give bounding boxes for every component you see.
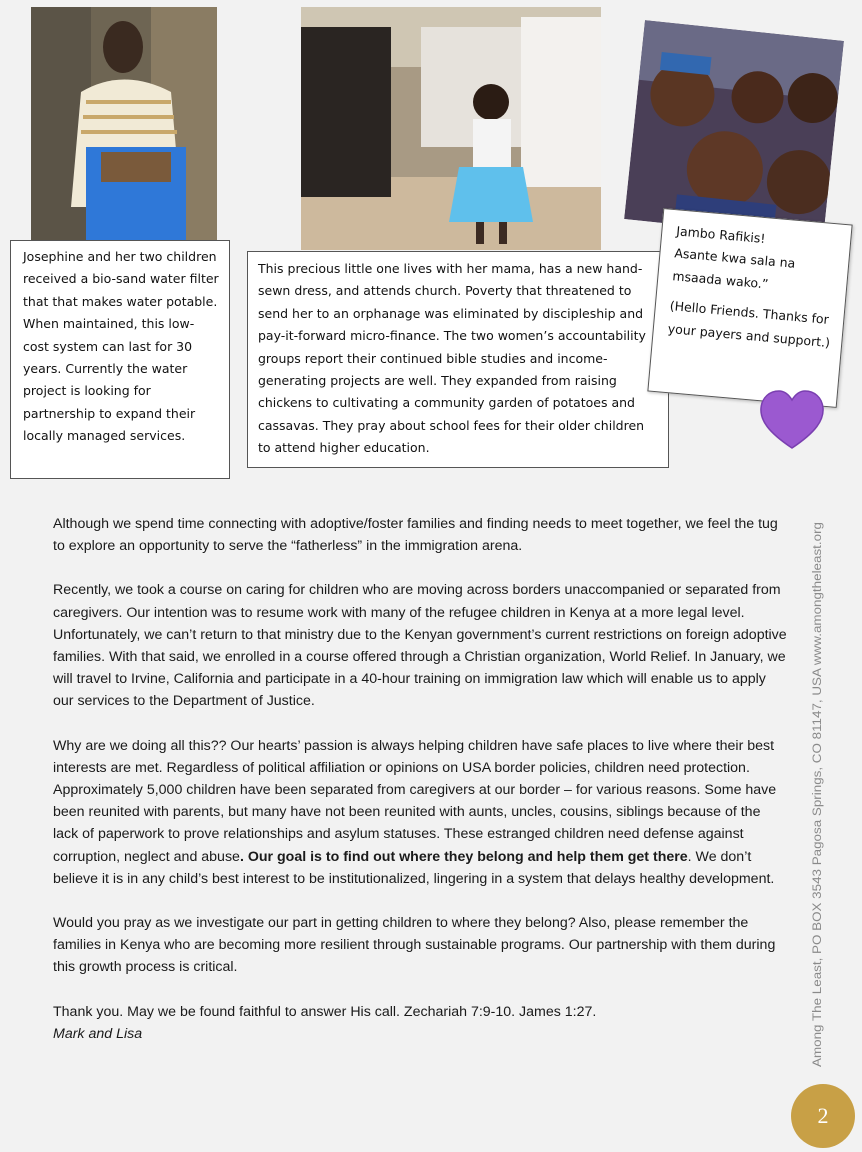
greeting-line-1: Jambo Rafikis!: [675, 223, 767, 247]
closing-line: Thank you. May we be found faithful to answer His call. Zechariah 7:9-10. James 1:27.: [53, 1003, 597, 1020]
caption-toddler: This precious little one lives with her mama, has a new hand-sewn dress, and attends church. Poverty that threatened to send her to an orphanage was eliminated by discipleship and pay-it-forward micro-finance. The two women’s accountability groups report their continued bible studies and income-generating projects are well. They expanded from raising chickens to cultivating a community garden of potatoes and cassavas. They pray about school fees for their older children to attend higher education.: [247, 251, 669, 468]
paragraph-1: Although we spend time connecting with adoptive/foster families and finding needs to meet together, we feel the tug to explore an opportunity to serve the “fatherless” in the immigration arena.: [53, 516, 778, 555]
goal-statement: . Our goal is to find out where they belong and help them get there: [239, 848, 688, 865]
letter-body: [53, 513, 788, 1045]
sidebar-address: [807, 522, 825, 1067]
paragraph-2: Recently, we took a course on caring for children who are moving across borders unaccompanied or separated from caregivers. Our intention was to resume work with many of the refugee children in Kenya at a more legal level. Unfortunately, we can’t return to that ministry due to the Kenyan government’s current restrictions on foreign adoptive families. With that said, we enrolled in a course offered through a Christian organization, World Relief. In January, we will travel to Irvine, California and participate in a 40-hour training on immigration law which will enable us to apply our services to the Department of Justice.: [53, 582, 787, 710]
signature: Mark and Lisa: [53, 1025, 143, 1042]
photo-woman-with-water-filter: [31, 7, 217, 240]
paragraph-3-end: . We don’t believe it is in any child’s best interest to be institutionalized, lingering in a system that delays healthy development.: [53, 848, 775, 887]
sidebar-address-text: Among The Least, PO BOX 3543 Pagosa Springs, CO 81147, USA www.amongtheleast.org: [812, 599, 824, 1067]
paragraph-3: [53, 735, 788, 890]
caption-water-filter: Josephine and her two children received a bio-sand water filter that that makes water potable. When maintained, this low-cost system can last for 30 years. Currently the water project is looking for partnership to expand their locally managed services.: [10, 240, 230, 479]
page-number-badge: 2: [791, 1084, 855, 1148]
paragraph-4: Would you pray as we investigate our part in getting children to where they belong? Also, please remember the families in Kenya who are becoming more resilient through sustainable programs. Our partnership with them during this growth process is critical.: [53, 915, 776, 976]
greeting-note: [647, 208, 852, 408]
paragraph-3-text: Why are we doing all this?? Our hearts’ passion is always helping children have safe places to live where their best interests are met. Regardless of political affiliation or opinions on USA border policies, children need protection. Approximately 5,000 children have been separated from caregivers at our border – for various reasons. Some have been reunited with parents, but many have not been reunited with aunts, uncles, cousins, siblings because of the lack of paperwork to prove relationships and asylum statuses. These estranged children need defense against corruption, neglect and abuse: [53, 737, 777, 865]
photo-group-selfie: [624, 20, 844, 240]
heart-icon: [758, 388, 826, 450]
greeting-translation: (Hello Friends. Thanks for your payers and support.): [667, 298, 831, 350]
greeting-line-2: Asante kwa sala na msaada wako.”: [671, 245, 796, 292]
photo-toddler-in-church: [301, 7, 601, 250]
